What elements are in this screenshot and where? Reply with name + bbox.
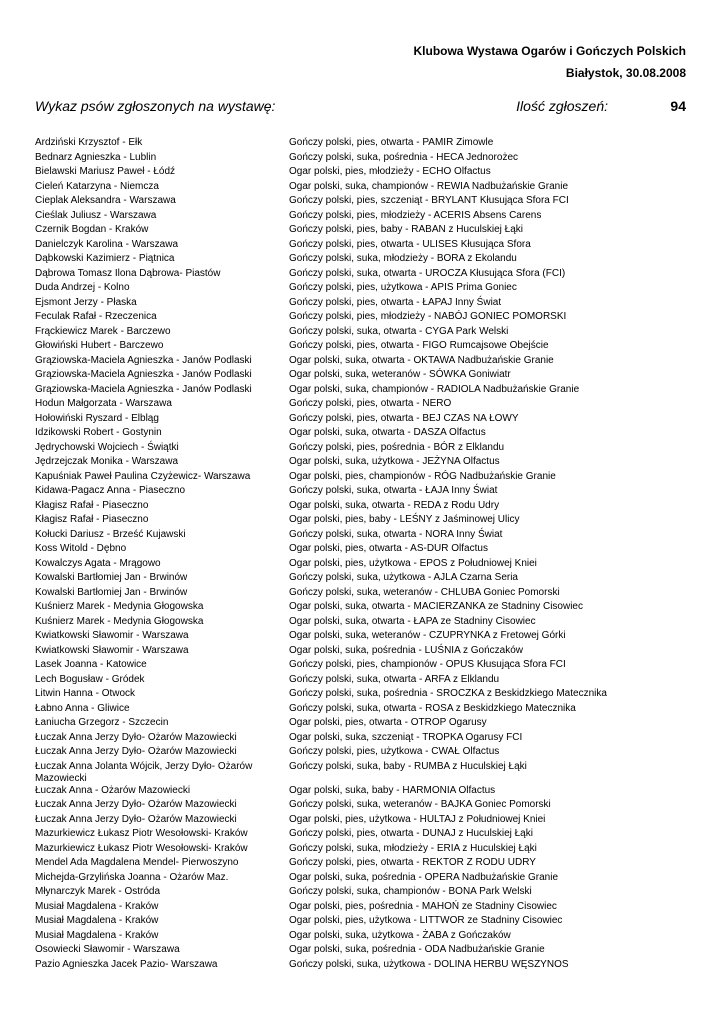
- list-item: [35, 785, 695, 800]
- owner-name: Litwin Hanna - Otwock: [35, 688, 136, 699]
- dog-entry: Gończy polski, suka, otwarta - UROCZA Kłusująca Sfora (FCI): [289, 267, 566, 279]
- list-item: [35, 761, 695, 785]
- dog-entry: Gończy polski, suka, championów - BONA Park Welski: [289, 886, 532, 897]
- owner-name: Kowalczys Agata - Mrągowo: [35, 557, 161, 569]
- list-item: [35, 587, 695, 602]
- list-item: [35, 427, 695, 442]
- list-title: Wykaz psów zgłoszonych na wystawę:: [35, 98, 276, 114]
- list-item: [35, 915, 695, 930]
- owner-name: Cieplak Aleksandra - Warszawa: [35, 195, 176, 206]
- dog-entry: Ogar polski, suka, weteranów - CZUPRYNKA z Fretowej Górki: [289, 630, 566, 641]
- owner-name: Michejda-Grzylińska Joanna - Ożarów Maz.: [35, 871, 229, 883]
- list-item: [35, 514, 695, 529]
- dog-entry: Gończy polski, suka, otwarta - CYGA Park Welski: [289, 325, 509, 337]
- list-item: [35, 282, 695, 297]
- owner-name: Łuczak Anna - Ożarów Mazowiecki: [35, 784, 191, 796]
- list-item: [35, 485, 695, 500]
- owner-name: Łuczak Anna Jerzy Dyło- Ożarów Mazowiecki: [35, 746, 237, 757]
- dog-entry: Gończy polski, pies, młodzieży - ACERIS Absens Carens: [289, 209, 542, 221]
- dog-entry: Ogar polski, pies, otwarta - AS-DUR Olfactus: [289, 543, 488, 554]
- list-item: [35, 456, 695, 471]
- list-item: [35, 872, 695, 887]
- list-item: [35, 500, 695, 515]
- dog-entry: Gończy polski, suka, młodzieży - ERIA z Huculskiej Łąki: [289, 842, 537, 854]
- list-item: [35, 543, 695, 558]
- owner-name: Łuczak Anna Jolanta Wójcik, Jerzy Dyło- Ożarów Mazowiecki: [35, 760, 253, 784]
- document-header: [413, 40, 686, 84]
- event-place-date: Białystok, 30.08.2008: [565, 66, 686, 80]
- list-item: [35, 224, 695, 239]
- dog-entry: Gończy polski, suka, pośrednia - HECA Jednorożec: [289, 151, 518, 163]
- list-item: [35, 558, 695, 573]
- list-item: [35, 828, 695, 843]
- owner-name: Kłagisz Rafał - Piaseczno: [35, 499, 149, 511]
- dog-entry: Ogar polski, pies, baby - LEŚNY z Jaśminowej Ulicy: [289, 514, 520, 525]
- owner-name: Mendel Ada Magdalena Mendel- Pierwoszyno: [35, 857, 239, 868]
- owner-name: Mazurkiewicz Łukasz Piotr Wesołowski- Kraków: [35, 828, 248, 839]
- owner-name: Idzikowski Robert - Gostynin: [35, 427, 162, 438]
- list-item: [35, 645, 695, 660]
- owner-name: Łabno Anna - Gliwice: [35, 702, 130, 714]
- dog-entry: Gończy polski, pies, pośrednia - BÓR z Elklandu: [289, 441, 505, 453]
- list-item: [35, 944, 695, 959]
- dog-entry: Ogar polski, suka, użytkowa - JEŻYNA Olfactus: [289, 456, 500, 467]
- owner-name: Cieślak Juliusz - Warszawa: [35, 209, 157, 221]
- dog-entry: Ogar polski, suka, pośrednia - OPERA Nadbużańskie Granie: [289, 871, 559, 883]
- owner-name: Musiał Magdalena - Kraków: [35, 900, 159, 912]
- owner-name: Musiał Magdalena - Kraków: [35, 915, 159, 926]
- list-item: [35, 195, 695, 210]
- owner-name: Młynarczyk Marek - Ostróda: [35, 886, 161, 897]
- dog-entry: Gończy polski, suka, użytkowa - AJLA Czarna Seria: [289, 572, 518, 583]
- owner-name: Dąbrowa Tomasz Ilona Dąbrowa- Piastów: [35, 267, 221, 279]
- owner-name: Łuczak Anna Jerzy Dyło- Ożarów Mazowiecki: [35, 813, 237, 825]
- owner-name: Kidawa-Pagacz Anna - Piaseczno: [35, 485, 186, 496]
- list-item: [35, 297, 695, 312]
- dog-entry: Ogar polski, suka, otwarta - ŁAPA ze Stadniny Cisowiec: [289, 615, 536, 627]
- owner-name: Grąziowska-Maciela Agnieszka - Janów Podlaski: [35, 369, 252, 380]
- list-item: [35, 384, 695, 399]
- owner-name: Frąckiewicz Marek - Barczewo: [35, 325, 171, 337]
- list-item: [35, 442, 695, 457]
- list-item: [35, 268, 695, 283]
- list-item: [35, 732, 695, 747]
- dog-entry: Gończy polski, suka, otwarta - ARFA z Elklandu: [289, 673, 500, 685]
- list-item: [35, 311, 695, 326]
- dog-entry: Gończy polski, pies, szczeniąt - BRYLANT Kłusująca Sfora FCI: [289, 195, 569, 206]
- list-item: [35, 471, 695, 486]
- dog-entry: Ogar polski, suka, championów - REWIA Nadbużańskie Granie: [289, 180, 569, 192]
- dog-entry: Ogar polski, suka, szczeniąt - TROPKA Ogarusy FCI: [289, 731, 523, 743]
- list-item: [35, 703, 695, 718]
- owner-name: Łaniucha Grzegorz - Szczecin: [35, 717, 169, 728]
- dog-entry: Gończy polski, pies, otwarta - NERO: [289, 398, 452, 409]
- owner-name: Kołucki Dariusz - Brześć Kujawski: [35, 528, 186, 540]
- list-item: [35, 601, 695, 616]
- dog-entry: Gończy polski, suka, weteranów - BAJKA Goniec Pomorski: [289, 799, 551, 810]
- entries-list: [35, 137, 695, 973]
- owner-name: Osowiecki Sławomir - Warszawa: [35, 944, 180, 955]
- dog-entry: Gończy polski, suka, pośrednia - SROCZKA z Beskidzkiego Matecznika: [289, 688, 607, 699]
- list-item: [35, 630, 695, 645]
- owner-name: Łuczak Anna Jerzy Dyło- Ożarów Mazowiecki: [35, 799, 237, 810]
- owner-name: Łuczak Anna Jerzy Dyło- Ożarów Mazowiecki: [35, 731, 237, 743]
- owner-name: Kwiatkowski Sławomir - Warszawa: [35, 630, 189, 641]
- list-item: [35, 413, 695, 428]
- list-item: [35, 340, 695, 355]
- dog-entry: Ogar polski, pies, championów - RÓG Nadbużańskie Granie: [289, 470, 556, 482]
- dog-entry: Gończy polski, pies, otwarta - ŁAPAJ Inny Świat: [289, 296, 502, 308]
- dog-entry: Ogar polski, pies, pośrednia - MAHOŃ ze Stadniny Cisowiec: [289, 900, 557, 912]
- list-item: [35, 799, 695, 814]
- list-item: [35, 572, 695, 587]
- list-heading-row: [35, 98, 686, 118]
- owner-name: Grąziowska-Maciela Agnieszka - Janów Podlaski: [35, 354, 252, 366]
- owner-name: Jędrychowski Wojciech - Świątki: [35, 441, 179, 453]
- dog-entry: Ogar polski, suka, championów - RADIOLA Nadbużańskie Granie: [289, 383, 580, 395]
- dog-entry: Ogar polski, pies, użytkowa - HULTAJ z Południowej Kniei: [289, 813, 546, 825]
- dog-entry: Ogar polski, suka, weteranów - SÓWKA Goniwiatr: [289, 369, 511, 380]
- dog-entry: Gończy polski, pies, użytkowa - APIS Prima Goniec: [289, 282, 517, 293]
- dog-entry: Ogar polski, pies, użytkowa - EPOS z Południowej Kniei: [289, 557, 537, 569]
- owner-name: Dąbkowski Kazimierz - Piątnica: [35, 253, 175, 264]
- owner-name: Kłagisz Rafał - Piaseczno: [35, 514, 149, 525]
- list-item: [35, 529, 695, 544]
- list-item: [35, 616, 695, 631]
- list-item: [35, 746, 695, 761]
- dog-entry: Gończy polski, suka, otwarta - ROSA z Beskidzkiego Matecznika: [289, 702, 576, 714]
- dog-entry: Gończy polski, pies, otwarta - FIGO Rumcajsowe Obejście: [289, 340, 549, 351]
- dog-entry: Ogar polski, suka, pośrednia - LUŚNIA z Gończaków: [289, 644, 523, 656]
- dog-entry: Ogar polski, suka, otwarta - REDA z Rodu Udry: [289, 499, 500, 511]
- event-title: Klubowa Wystawa Ogarów i Gończych Polskich: [413, 44, 686, 58]
- owner-name: Głowiński Hubert - Barczewo: [35, 340, 164, 351]
- dog-entry: Gończy polski, suka, użytkowa - DOLINA HERBU WĘSZYNOS: [289, 958, 569, 970]
- owner-name: Kuśnierz Marek - Medynia Głogowska: [35, 615, 204, 627]
- owner-name: Kwiatkowski Sławomir - Warszawa: [35, 644, 189, 656]
- list-item: [35, 688, 695, 703]
- dog-entry: Gończy polski, suka, otwarta - ŁAJA Inny Świat: [289, 485, 498, 496]
- list-item: [35, 959, 695, 974]
- list-item: [35, 674, 695, 689]
- dog-entry: Gończy polski, suka, weteranów - CHLUBA Goniec Pomorski: [289, 586, 560, 598]
- dog-entry: Gończy polski, suka, otwarta - NORA Inny Świat: [289, 528, 503, 540]
- list-item: [35, 326, 695, 341]
- owner-name: Ejsmont Jerzy - Płaska: [35, 296, 137, 308]
- dog-entry: Ogar polski, pies, otwarta - OTROP Ogarusy: [289, 717, 487, 728]
- list-item: [35, 253, 695, 268]
- list-item: [35, 152, 695, 167]
- owner-name: Pazio Agnieszka Jacek Pazio- Warszawa: [35, 958, 218, 970]
- entries-count-label: Ilość zgłoszeń:: [516, 98, 608, 114]
- dog-entry: Gończy polski, pies, baby - RABAN z Huculskiej Łąki: [289, 224, 523, 235]
- owner-name: Bielawski Mariusz Paweł - Łódź: [35, 166, 176, 177]
- list-item: [35, 210, 695, 225]
- owner-name: Jędrzejczak Monika - Warszawa: [35, 456, 179, 467]
- dog-entry: Gończy polski, suka, baby - RUMBA z Huculskiej Łąki: [289, 760, 527, 772]
- owner-name: Bednarz Agnieszka - Lublin: [35, 151, 157, 163]
- owner-name: Feculak Rafał - Rzeczenica: [35, 311, 157, 322]
- list-item: [35, 843, 695, 858]
- dog-entry: Ogar polski, suka, otwarta - OKTAWA Nadbużańskie Granie: [289, 354, 554, 366]
- list-item: [35, 369, 695, 384]
- dog-entry: Ogar polski, suka, otwarta - MACIERZANKA ze Stadniny Cisowiec: [289, 601, 583, 612]
- list-item: [35, 181, 695, 196]
- owner-name: Hołowiński Ryszard - Elbląg: [35, 412, 159, 424]
- dog-entry: Ogar polski, suka, pośrednia - ODA Nadbużańskie Granie: [289, 944, 545, 955]
- dog-entry: Gończy polski, pies, championów - OPUS Kłusująca Sfora FCI: [289, 659, 566, 670]
- list-item: [35, 137, 695, 152]
- dog-entry: Ogar polski, pies, młodzieży - ECHO Olfactus: [289, 166, 491, 177]
- list-item: [35, 355, 695, 370]
- list-item: [35, 239, 695, 254]
- list-item: [35, 857, 695, 872]
- owner-name: Kuśnierz Marek - Medynia Głogowska: [35, 601, 204, 612]
- owner-name: Kowalski Bartłomiej Jan - Brwinów: [35, 586, 188, 598]
- dog-entry: Ogar polski, suka, użytkowa - ŻABA z Gończaków: [289, 929, 511, 941]
- owner-name: Kowalski Bartłomiej Jan - Brwinów: [35, 572, 188, 583]
- owner-name: Mazurkiewicz Łukasz Piotr Wesołowski- Kraków: [35, 842, 248, 854]
- list-item: [35, 930, 695, 945]
- dog-entry: Gończy polski, pies, otwarta - REKTOR Z RODU UDRY: [289, 857, 536, 868]
- list-item: [35, 166, 695, 181]
- owner-name: Danielczyk Karolina - Warszawa: [35, 238, 179, 250]
- dog-entry: Ogar polski, suka, otwarta - DASZA Olfactus: [289, 427, 486, 438]
- dog-entry: Gończy polski, suka, młodzieży - BORA z Ekolandu: [289, 253, 517, 264]
- owner-name: Koss Witold - Dębno: [35, 543, 127, 554]
- owner-name: Grąziowska-Maciela Agnieszka - Janów Podlaski: [35, 383, 252, 395]
- dog-entry: Gończy polski, pies, otwarta - BEJ CZAS NA ŁOWY: [289, 412, 519, 424]
- dog-entry: Gończy polski, pies, użytkowa - CWAŁ Olfactus: [289, 746, 500, 757]
- list-item: [35, 814, 695, 829]
- owner-name: Duda Andrzej - Kolno: [35, 282, 130, 293]
- list-item: [35, 398, 695, 413]
- owner-name: Lech Bogusław - Gródek: [35, 673, 145, 685]
- dog-entry: Gończy polski, pies, otwarta - PAMIR Zimowle: [289, 137, 494, 148]
- owner-name: Lasek Joanna - Katowice: [35, 659, 147, 670]
- list-item: [35, 717, 695, 732]
- list-item: [35, 886, 695, 901]
- owner-name: Hodun Małgorzata - Warszawa: [35, 398, 172, 409]
- owner-name: Musiał Magdalena - Kraków: [35, 929, 159, 941]
- owner-name: Czernik Bogdan - Kraków: [35, 224, 149, 235]
- dog-entry: Gończy polski, pies, otwarta - ULISES Kłusująca Sfora: [289, 238, 531, 250]
- owner-name: Cieleń Katarzyna - Niemcza: [35, 180, 159, 192]
- dog-entry: Gończy polski, pies, młodzieży - NABÓJ GONIEC POMORSKI: [289, 311, 567, 322]
- owner-name: Ardziński Krzysztof - Ełk: [35, 137, 143, 148]
- dog-entry: Ogar polski, pies, użytkowa - LITTWOR ze Stadniny Cisowiec: [289, 915, 563, 926]
- list-item: [35, 659, 695, 674]
- dog-entry: Gończy polski, pies, otwarta - DUNAJ z Huculskiej Łąki: [289, 828, 533, 839]
- dog-entry: Ogar polski, suka, baby - HARMONIA Olfactus: [289, 784, 496, 796]
- entries-count-value: 94: [670, 98, 686, 114]
- owner-name: Kapuśniak Paweł Paulina Czyżewicz- Warszawa: [35, 470, 251, 482]
- list-item: [35, 901, 695, 916]
